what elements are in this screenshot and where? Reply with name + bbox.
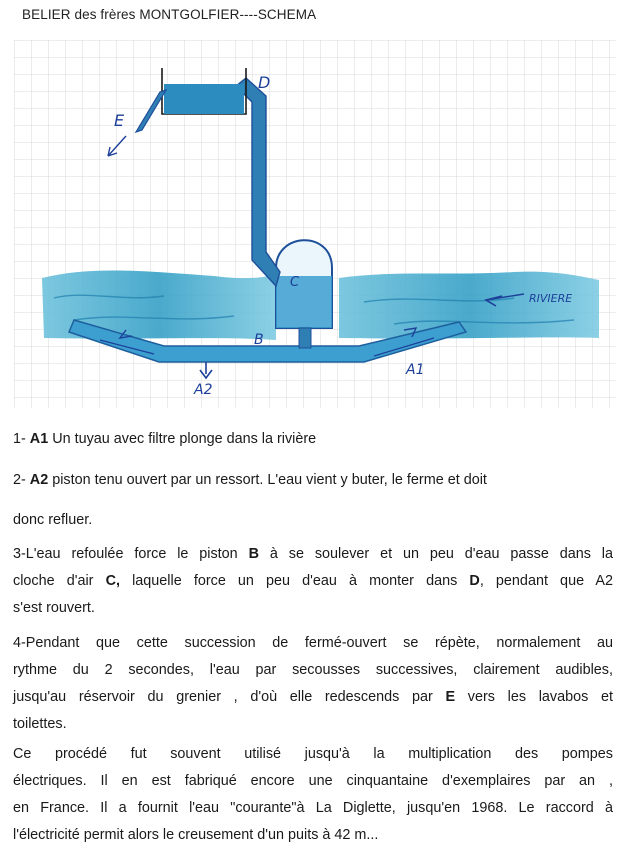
label-a1: A1 — [406, 362, 425, 378]
label-c: C — [290, 275, 300, 290]
closing-paragraph: Ce procédé fut souvent utilisé jusqu'à la multiplication des pompes électriques. Il en est fabriqué encore une cinquantaine d'exemplaires par an , en France. Il a fournit l'eau "courante"à La Diglette, jusqu'en 1968. Le raccord à l'électricité permit alors le creusement d'un puits à 42 m... — [13, 746, 613, 843]
point-2: 2- A2 piston tenu ouvert par un ressort. L'eau vient y buter, le ferme et doit — [13, 472, 487, 488]
label-riviere: RIVIERE — [529, 292, 573, 305]
point-2-continued: donc refluer. — [13, 512, 93, 528]
ram-pump-diagram — [14, 40, 616, 408]
label-d: D — [258, 73, 271, 92]
label-e: E — [114, 111, 125, 130]
point-1: 1- A1 Un tuyau avec filtre plonge dans la rivière — [13, 431, 317, 447]
page-title: BELIER des frères MONTGOLFIER----SCHEMA — [22, 7, 317, 22]
point-4: 4-Pendant que cette succession de fermé-ouvert se répète, normalement au rythme du 2 secondes, l'eau par secousses successives, clairement audibles, jusqu'au réservoir du grenier , d'où elle redescends par E vers les lavabos et toilettes. — [13, 635, 613, 732]
point-3: 3-L'eau refoulée force le piston B à se soulever et un peu d'eau passe dans la cloche d'air C, laquelle force un peu d'eau à monter dans D, pendant que A2 s'est rouvert. — [13, 546, 613, 616]
river-right — [339, 272, 599, 339]
label-b: B — [254, 332, 264, 348]
label-a2: A2 — [194, 382, 213, 398]
key-a2: A2 — [29, 472, 49, 488]
key-a1: A1 — [29, 431, 49, 447]
